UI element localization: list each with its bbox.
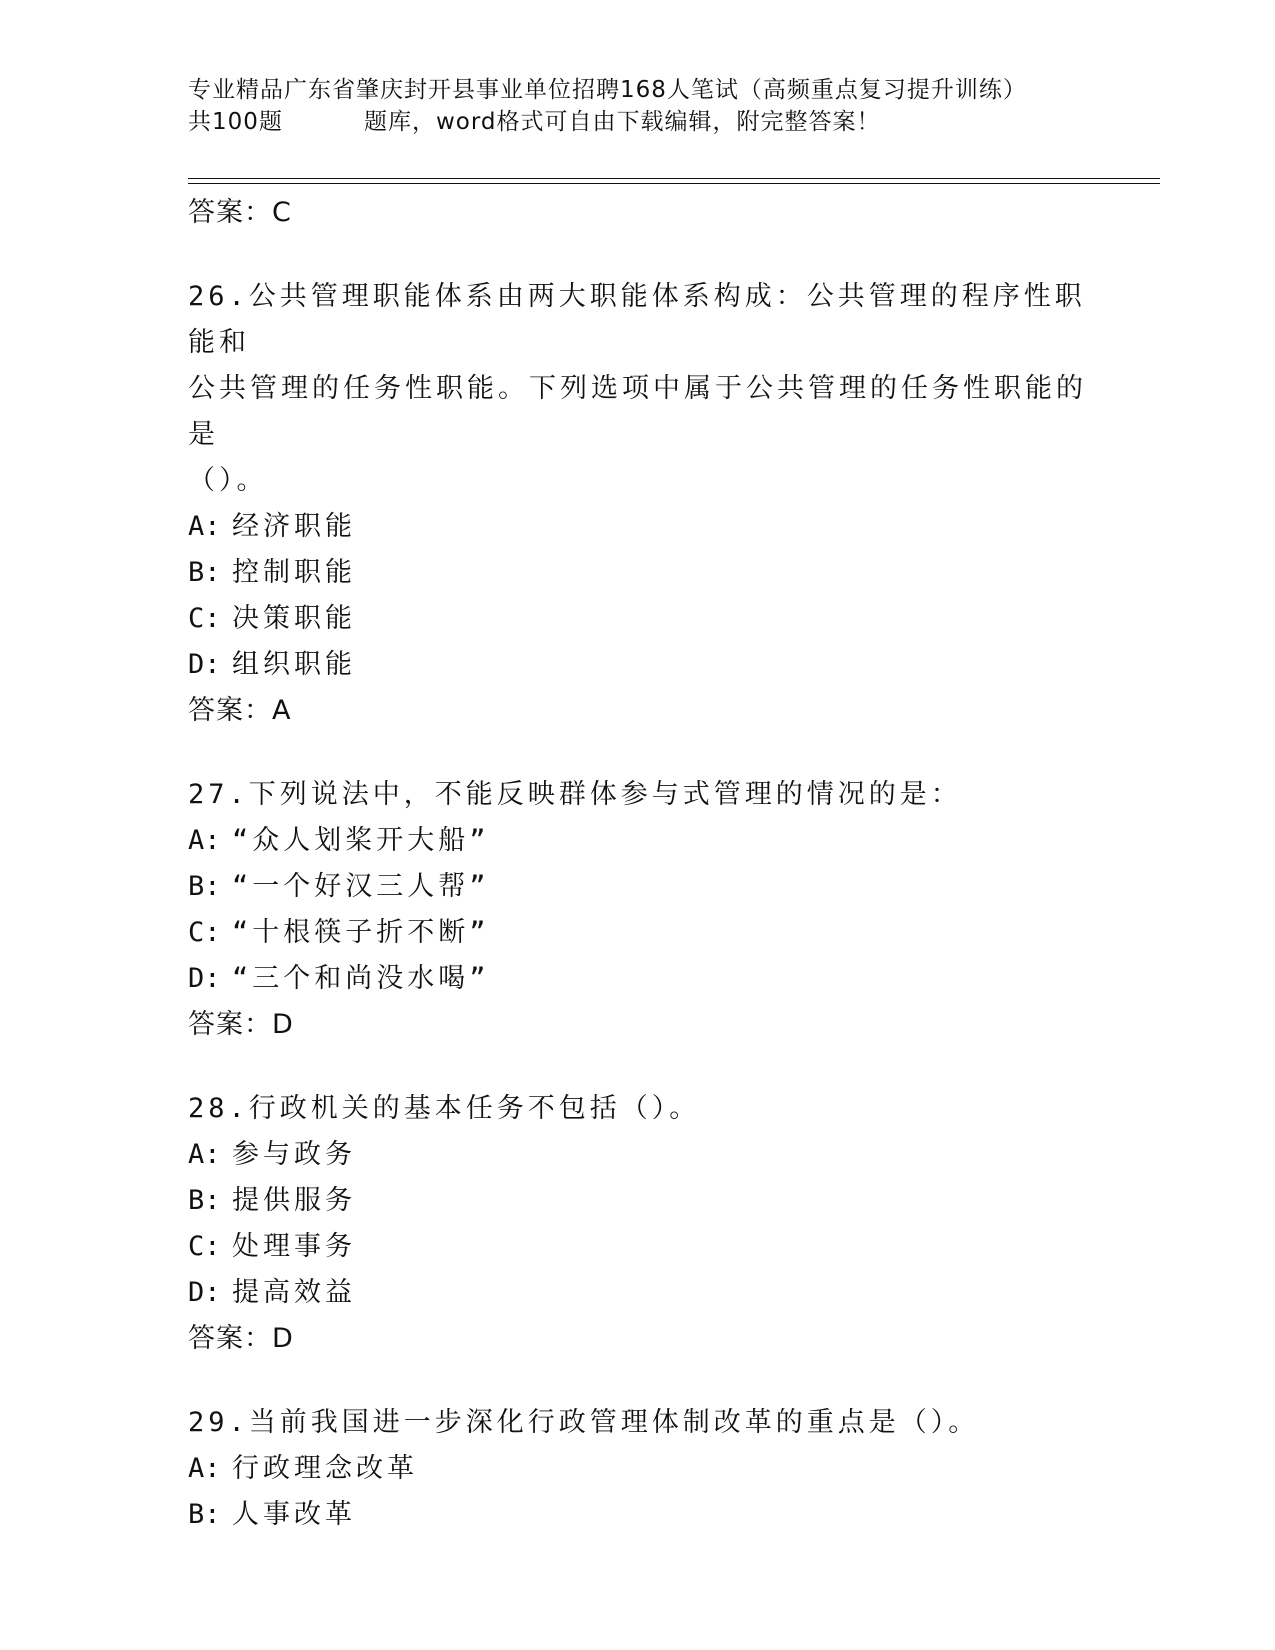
option-letter: B: bbox=[188, 1499, 221, 1530]
question-number: 28. bbox=[188, 1093, 249, 1124]
question-answer: 答案：A bbox=[188, 695, 292, 726]
option-text: 决策职能 bbox=[232, 603, 356, 634]
option-text: 处理事务 bbox=[232, 1231, 356, 1262]
question-text-line: 下列说法中，不能反映群体参与式管理的情况的是： bbox=[248, 779, 962, 810]
option-letter: A: bbox=[188, 825, 221, 856]
page-header bbox=[188, 74, 1168, 138]
option-letter: B: bbox=[188, 871, 221, 902]
option-text: 提供服务 bbox=[232, 1185, 356, 1216]
option-letter: C: bbox=[188, 917, 221, 948]
previous-answer: 答案：C bbox=[188, 197, 292, 228]
header-divider-top bbox=[188, 178, 1160, 179]
option-letter: D: bbox=[188, 649, 221, 680]
header-question-count: 共100题 bbox=[188, 109, 283, 135]
header-title-line: 专业精品广东省肇庆封开县事业单位招聘168人笔试（高频重点复习提升训练） bbox=[188, 77, 1027, 103]
option-text: 组织职能 bbox=[232, 649, 356, 680]
option-letter: C: bbox=[188, 1231, 221, 1262]
question-stem bbox=[188, 772, 1088, 818]
option-text: 人事改革 bbox=[232, 1499, 356, 1530]
option-a bbox=[188, 1132, 1088, 1178]
question-gap bbox=[188, 734, 1088, 772]
option-text: “十根筷子折不断” bbox=[232, 917, 490, 948]
question-list bbox=[188, 190, 1088, 1538]
option-text: 经济职能 bbox=[232, 511, 356, 542]
question-text-line: 当前我国进一步深化行政管理体制改革的重点是（）。 bbox=[248, 1407, 980, 1438]
question-stem bbox=[188, 1400, 1088, 1446]
question-gap bbox=[188, 236, 1088, 274]
question-26 bbox=[188, 274, 1088, 734]
option-d bbox=[188, 642, 1088, 688]
option-letter: D: bbox=[188, 963, 221, 994]
option-letter: A: bbox=[188, 511, 221, 542]
header-description: 题库，word格式可自由下载编辑，附完整答案！ bbox=[364, 109, 881, 135]
option-c bbox=[188, 596, 1088, 642]
question-stem bbox=[188, 1086, 1088, 1132]
question-gap bbox=[188, 1048, 1088, 1086]
option-letter: A: bbox=[188, 1453, 221, 1484]
option-letter: C: bbox=[188, 603, 221, 634]
option-letter: A: bbox=[188, 1139, 221, 1170]
question-number: 29. bbox=[188, 1407, 249, 1438]
question-text-line: （）。 bbox=[188, 465, 268, 496]
option-b bbox=[188, 864, 1088, 910]
option-c bbox=[188, 910, 1088, 956]
question-number: 26. bbox=[188, 281, 249, 312]
question-text-line: 行政机关的基本任务不包括（）。 bbox=[248, 1093, 701, 1124]
option-text: 提高效益 bbox=[232, 1277, 356, 1308]
option-b bbox=[188, 1178, 1088, 1224]
question-answer: 答案：D bbox=[188, 1009, 294, 1040]
question-answer: 答案：D bbox=[188, 1323, 294, 1354]
question-27 bbox=[188, 772, 1088, 1048]
option-b bbox=[188, 550, 1088, 596]
question-stem bbox=[188, 274, 1088, 366]
option-letter: B: bbox=[188, 557, 221, 588]
option-a bbox=[188, 1446, 1088, 1492]
header-divider-bottom bbox=[188, 183, 1160, 184]
option-a bbox=[188, 818, 1088, 864]
question-29 bbox=[188, 1400, 1088, 1538]
question-text-line: 公共管理的任务性职能。下列选项中属于公共管理的任务性职能的是 bbox=[188, 373, 1087, 450]
option-text: 控制职能 bbox=[232, 557, 356, 588]
option-text: “众人划桨开大船” bbox=[232, 825, 490, 856]
option-a bbox=[188, 504, 1088, 550]
question-text-line: 公共管理职能体系由两大职能体系构成：公共管理的程序性职能和 bbox=[188, 281, 1086, 358]
question-number: 27. bbox=[188, 779, 249, 810]
option-d bbox=[188, 956, 1088, 1002]
option-c bbox=[188, 1224, 1088, 1270]
option-letter: D: bbox=[188, 1277, 221, 1308]
option-text: “一个好汉三人帮” bbox=[232, 871, 490, 902]
option-b bbox=[188, 1492, 1088, 1538]
option-text: 行政理念改革 bbox=[232, 1453, 418, 1484]
option-text: “三个和尚没水喝” bbox=[232, 963, 490, 994]
option-text: 参与政务 bbox=[232, 1139, 356, 1170]
question-gap bbox=[188, 1362, 1088, 1400]
header-subtitle-line bbox=[188, 106, 1168, 138]
option-d bbox=[188, 1270, 1088, 1316]
question-28 bbox=[188, 1086, 1088, 1362]
option-letter: B: bbox=[188, 1185, 221, 1216]
